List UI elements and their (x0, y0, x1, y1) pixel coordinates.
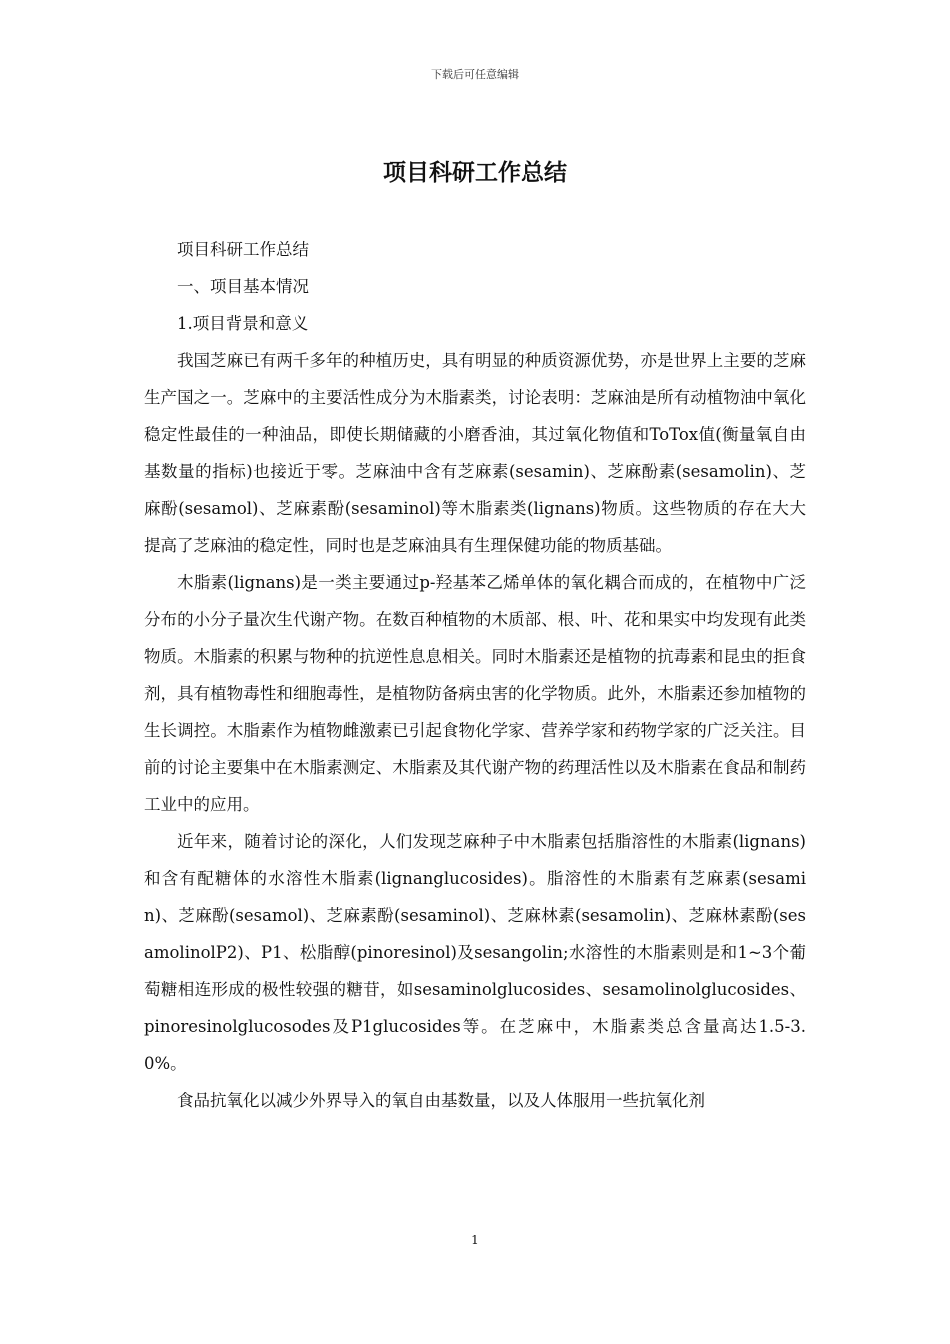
subsection-heading-background: 1.项目背景和意义 (177, 314, 309, 333)
section-heading-basic-info: 一、项目基本情况 (177, 277, 309, 296)
paragraph-antioxidation: 食品抗氧化以减少外界导入的氧自由基数量，以及人体服用一些抗氧化剂 (177, 1091, 705, 1110)
paragraph-lignan-types: 近年来，随着讨论的深化，人们发现芝麻种子中木脂素包括脂溶性的木脂素(lignans)和含有配糖体的水溶性木脂素(lignanglucosides)。脂溶性的木脂素有芝麻素(sesamin)、芝麻酚(sesamol)、芝麻素酚(sesaminol)、芝麻林素(sesamolin)、芝麻林素酚(sesamolinolP2)、P1、松脂醇(pinoresinol)及sesangolin;水溶性的木脂素则是和1~3个葡萄糖相连形成的极性较强的糖苷，如sesaminolglucosides、sesamolinolglucosides、pinoresinolglucosodes及P1glucosides等。在芝麻中，木脂素类总含量高达1.5-3.0%。 (144, 832, 806, 1073)
document-body (144, 231, 806, 1119)
page-header-note: 下载后可任意编辑 (431, 68, 519, 81)
document-title: 项目科研工作总结 (383, 160, 567, 186)
paragraph-sesame-history: 我国芝麻已有两千多年的种植历史，具有明显的种质资源优势，亦是世界上主要的芝麻生产国之一。芝麻中的主要活性成分为木脂素类，讨论表明：芝麻油是所有动植物油中氧化稳定性最佳的一种油品，即使长期储藏的小磨香油，其过氧化物值和ToTox值(衡量氧自由基数量的指标)也接近于零。芝麻油中含有芝麻素(sesamin)、芝麻酚素(sesamolin)、芝麻酚(sesamol)、芝麻素酚(sesaminol)等木脂素类(lignans)物质。这些物质的存在大大提高了芝麻油的稳定性，同时也是芝麻油具有生理保健功能的物质基础。 (144, 351, 806, 555)
paragraph-subtitle: 项目科研工作总结 (177, 240, 309, 259)
paragraph-lignans-overview: 木脂素(lignans)是一类主要通过p-羟基苯乙烯单体的氧化耦合而成的，在植物中广泛分布的小分子量次生代谢产物。在数百种植物的木质部、根、叶、花和果实中均发现有此类物质。木脂素的积累与物种的抗逆性息息相关。同时木脂素还是植物的抗毒素和昆虫的拒食剂，具有植物毒性和细胞毒性，是植物防备病虫害的化学物质。此外，木脂素还参加植物的生长调控。木脂素作为植物雌激素已引起食物化学家、营养学家和药物学家的广泛关注。目前的讨论主要集中在木脂素测定、木脂素及其代谢产物的药理活性以及木脂素在食品和制药工业中的应用。 (144, 573, 806, 814)
page-number: 1 (471, 1233, 479, 1247)
